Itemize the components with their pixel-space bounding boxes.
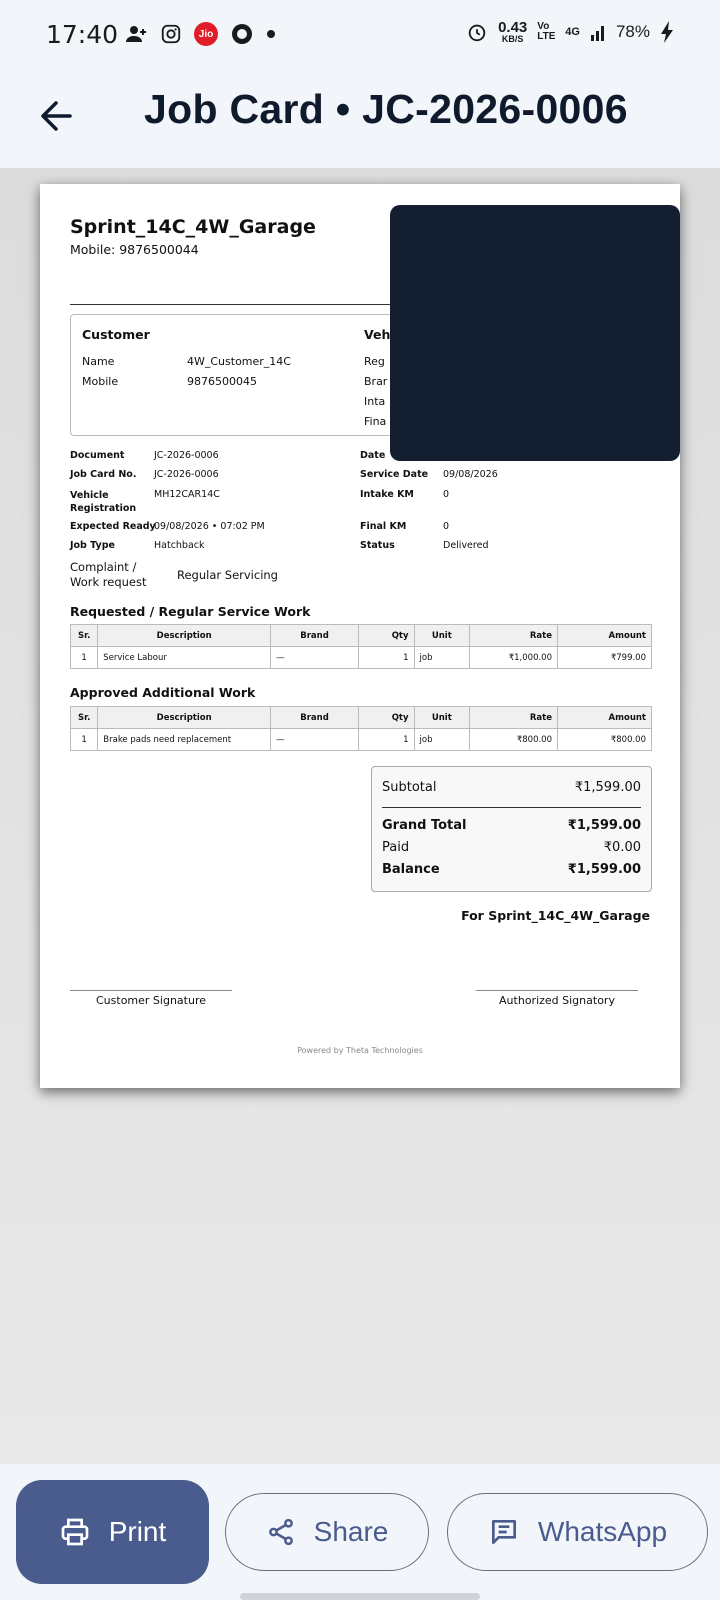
- balance-value: ₹1,599.00: [567, 862, 641, 877]
- regular-work-heading: Requested / Regular Service Work: [70, 604, 311, 619]
- cell-sr: 1: [71, 647, 98, 669]
- for-garage: For Sprint_14C_4W_Garage: [461, 908, 650, 923]
- col-sr: Sr.: [71, 707, 98, 729]
- vehicle-heading: Veh: [364, 327, 391, 342]
- authorized-signature-line: [476, 990, 638, 991]
- notification-icons: [124, 22, 276, 46]
- vehicle-line: Inta: [364, 395, 386, 408]
- jio-icon: Jio: [194, 22, 218, 46]
- intake-km-label: Intake KM: [360, 489, 414, 500]
- arrow-left-icon: [34, 92, 82, 140]
- final-km: 0: [443, 521, 450, 532]
- net-speed: 0.43 KB/S: [498, 19, 528, 44]
- customer-signature-line: [70, 990, 232, 991]
- powered-by: Powered by Theta Technologies: [297, 1046, 423, 1055]
- clock: 17:40: [46, 20, 119, 49]
- document-number: JC-2026-0006: [154, 450, 219, 461]
- table-header: [71, 625, 652, 647]
- balance-label: Balance: [382, 862, 440, 877]
- col-unit: Unit: [414, 707, 470, 729]
- col-sr: Sr.: [71, 625, 98, 647]
- share-label: Share: [313, 1516, 389, 1547]
- vehicle-registration-label: Vehicle Registration: [70, 490, 137, 514]
- cell-brand: —: [271, 647, 359, 669]
- col-amount: Amount: [558, 707, 652, 729]
- cell-brand: —: [271, 729, 359, 751]
- customer-heading: Customer: [82, 327, 150, 342]
- intake-km: 0: [443, 489, 450, 500]
- cell-unit: job: [414, 729, 470, 751]
- service-date: 09/08/2026: [443, 469, 498, 480]
- table-row: [71, 729, 652, 751]
- grand-total-value: ₹1,599.00: [567, 818, 641, 833]
- status-bar: [0, 0, 720, 72]
- cell-qty: 1: [358, 729, 414, 751]
- additional-work-heading: Approved Additional Work: [70, 685, 256, 700]
- grand-total-row: [382, 818, 641, 833]
- add-contact-icon: [124, 22, 148, 46]
- table-header: [71, 707, 652, 729]
- vehicle-line: Brar: [364, 375, 388, 388]
- print-label: Print: [108, 1516, 167, 1547]
- garage-mobile: Mobile: 9876500044: [70, 242, 199, 257]
- cell-unit: job: [414, 647, 470, 669]
- paid-value: ₹0.00: [603, 840, 641, 855]
- page-title: Job Card • JC-2026-0006: [144, 86, 628, 132]
- customer-name: 4W_Customer_14C: [187, 355, 291, 368]
- whatsapp-label: WhatsApp: [537, 1516, 668, 1547]
- col-brand: Brand: [271, 625, 359, 647]
- customer-signature-label: Customer Signature: [96, 994, 206, 1007]
- system-icons: [466, 20, 674, 44]
- col-amount: Amount: [558, 625, 652, 647]
- status-value: Delivered: [443, 540, 489, 551]
- share-icon: [266, 1517, 296, 1547]
- instagram-icon: [160, 23, 182, 45]
- customer-mobile: 9876500045: [187, 375, 257, 388]
- subtotal-row: [382, 780, 641, 795]
- col-description: Description: [98, 707, 271, 729]
- garage-name: Sprint_14C_4W_Garage: [70, 216, 316, 238]
- cell-amount: ₹799.00: [558, 647, 652, 669]
- job-card-number: JC-2026-0006: [154, 469, 219, 480]
- status-label: Status: [360, 540, 395, 551]
- expected-ready-label: Expected Ready: [70, 521, 156, 532]
- paid-label: Paid: [382, 840, 410, 855]
- volte-icon: Vo LTE: [537, 21, 556, 42]
- job-type: Hatchback: [154, 540, 205, 551]
- document-label: Document: [70, 450, 125, 461]
- subtotal-value: ₹1,599.00: [574, 780, 641, 795]
- app-badge-icon: [230, 22, 254, 46]
- col-brand: Brand: [271, 707, 359, 729]
- complaint: Regular Servicing: [177, 568, 278, 582]
- signal-icon: [590, 23, 606, 41]
- service-date-label: Service Date: [360, 469, 429, 480]
- authorized-signatory-label: Authorized Signatory: [499, 994, 615, 1007]
- col-qty: Qty: [358, 625, 414, 647]
- cell-qty: 1: [358, 647, 414, 669]
- job-type-label: Job Type: [70, 540, 115, 551]
- totals-box: [371, 766, 652, 892]
- final-km-label: Final KM: [360, 521, 407, 532]
- app-bar: [0, 72, 720, 168]
- battery-percent: 78%: [615, 22, 650, 41]
- col-description: Description: [98, 625, 271, 647]
- date-label: Date: [360, 450, 386, 461]
- regular-work-table: [70, 624, 652, 669]
- vehicle-line: Reg: [364, 355, 385, 368]
- subtotal-label: Subtotal: [382, 780, 437, 795]
- cell-sr: 1: [71, 729, 98, 751]
- customer-name-label: Name: [82, 355, 115, 368]
- cell-amount: ₹800.00: [558, 729, 652, 751]
- paid-row: [382, 840, 641, 855]
- totals-divider: [382, 807, 641, 808]
- cell-description: Brake pads need replacement: [98, 729, 271, 751]
- alarm-icon: [466, 21, 488, 43]
- redaction-block: [390, 205, 680, 461]
- charging-icon: [660, 21, 674, 43]
- message-icon: [488, 1516, 520, 1548]
- col-unit: Unit: [414, 625, 470, 647]
- additional-work-table: [70, 706, 652, 751]
- cell-rate: ₹1,000.00: [470, 647, 558, 669]
- vehicle-registration: MH12CAR14C: [154, 489, 220, 500]
- cell-rate: ₹800.00: [470, 729, 558, 751]
- printer-icon: [59, 1516, 91, 1548]
- share-button[interactable]: [225, 1493, 429, 1571]
- col-qty: Qty: [358, 707, 414, 729]
- table-row: [71, 647, 652, 669]
- network-label: 4G: [565, 26, 580, 38]
- whatsapp-button[interactable]: [447, 1493, 708, 1571]
- job-card-label: Job Card No.: [70, 469, 137, 480]
- col-rate: Rate: [470, 707, 558, 729]
- expected-ready: 09/08/2026 • 07:02 PM: [154, 521, 265, 532]
- dot-icon: [266, 29, 276, 39]
- grand-total-label: Grand Total: [382, 818, 467, 833]
- cell-description: Service Labour: [98, 647, 271, 669]
- print-button[interactable]: [16, 1480, 209, 1584]
- vehicle-line: Fina: [364, 415, 387, 428]
- complaint-label: Complaint / Work request: [70, 560, 147, 589]
- balance-row: [382, 862, 641, 877]
- col-rate: Rate: [470, 625, 558, 647]
- back-button[interactable]: [34, 92, 82, 140]
- customer-mobile-label: Mobile: [82, 375, 119, 388]
- gesture-bar[interactable]: [240, 1593, 480, 1600]
